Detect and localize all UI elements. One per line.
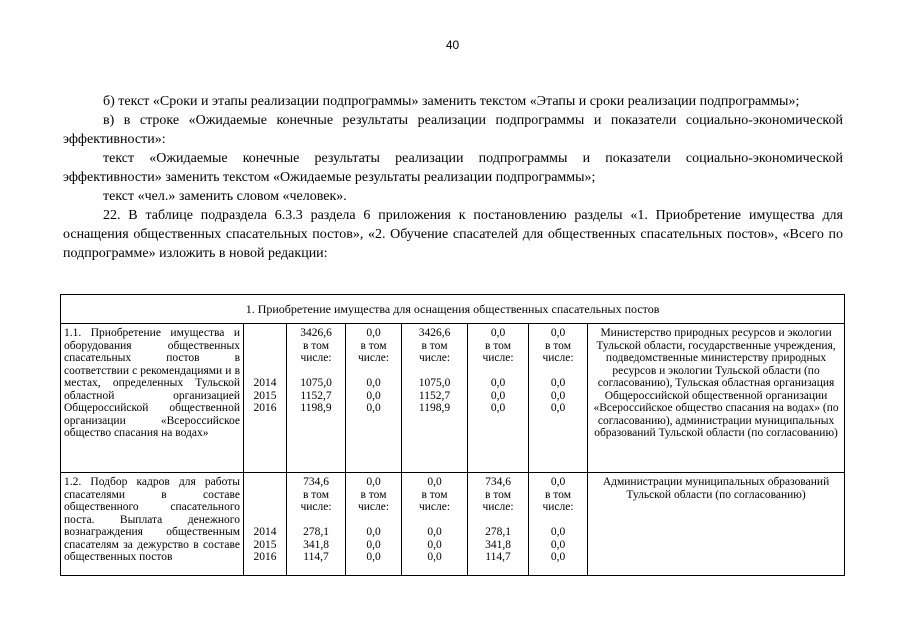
- value-cell: 0,0 в том числе: 0,0 0,0 0,0: [529, 473, 588, 576]
- document-body: [63, 92, 843, 263]
- value-cell: 0,0 в том числе: 0,0 0,0 0,0: [529, 324, 588, 473]
- paragraph-b: б) текст «Сроки и этапы реализации подпрограммы» заменить текстом «Этапы и сроки реализации подпрограммы»;: [103, 94, 800, 109]
- year-cell: 2014 2015 2016: [244, 324, 287, 473]
- funding-table: [60, 294, 845, 576]
- value-cell: 0,0 в том числе: 0,0 0,0 0,0: [402, 473, 468, 576]
- value-cell: 0,0 в том числе: 0,0 0,0 0,0: [346, 324, 402, 473]
- value-cell: 3426,6 в том числе: 1075,0 1152,7 1198,9: [287, 324, 346, 473]
- paragraph-chel: текст «чел.» заменить словом «человек».: [103, 189, 347, 204]
- value-cell: 734,6 в том числе: 278,1 341,8 114,7: [468, 473, 529, 576]
- row-name: 1.2. Подбор кадров для работы спасателями в составе общественного спасательного поста. Выплата денежного вознаграждения общественным спасателям за дежурство в составе общественных постов: [61, 473, 244, 576]
- section-title: 1. Приобретение имущества для оснащения общественных спасательных постов: [61, 295, 845, 324]
- value-cell: 734,6 в том числе: 278,1 341,8 114,7: [287, 473, 346, 576]
- value-cell: 3426,6 в том числе: 1075,0 1152,7 1198,9: [402, 324, 468, 473]
- value-cell: 0,0 в том числе: 0,0 0,0 0,0: [346, 473, 402, 576]
- year-cell: 2014 2015 2016: [244, 473, 287, 576]
- paragraph-text-replace: текст «Ожидаемые конечные результаты реализации подпрограммы и показатели социально-экономической эффективности» заменить текстом «Ожидаемые результаты реализации подпрограммы»;: [63, 151, 843, 185]
- executor-cell: Администрации муниципальных образований Тульской области (по согласованию): [588, 473, 845, 576]
- table-row: [61, 324, 845, 473]
- table-row: [61, 473, 845, 576]
- paragraph-22: 22. В таблице подраздела 6.3.3 раздела 6 приложения к постановлению разделы «1. Приобретение имущества для оснащения общественных спасательных постов», «2. Обучение спасателей для общественных спасательных постов», «Всего по подпрограмме» изложить в новой редакции:: [63, 208, 843, 261]
- row-name: 1.1. Приобретение имущества и оборудования общественных спасательных постов в соответствии с рекомендациями и в местах, определенных Тульской областной организацией Общероссийской общественной организации «Всероссийское общество спасания на водах»: [61, 324, 244, 473]
- executor-cell: Министерство природных ресурсов и экологии Тульской области, государственные учреждения, подведомственные министерству природных ресурсов и экологии Тульской области (по согласованию), Тульская областная организация Общероссийской общественной организации «Всероссийское общество спасания на водах» (по согласованию), администрации муниципальных образований Тульской области (по согласованию): [588, 324, 845, 473]
- page-number: 40: [445, 38, 460, 52]
- paragraph-v: в) в строке «Ожидаемые конечные результаты реализации подпрограммы и показатели социально-экономической эффективности»:: [63, 113, 843, 147]
- value-cell: 0,0 в том числе: 0,0 0,0 0,0: [468, 324, 529, 473]
